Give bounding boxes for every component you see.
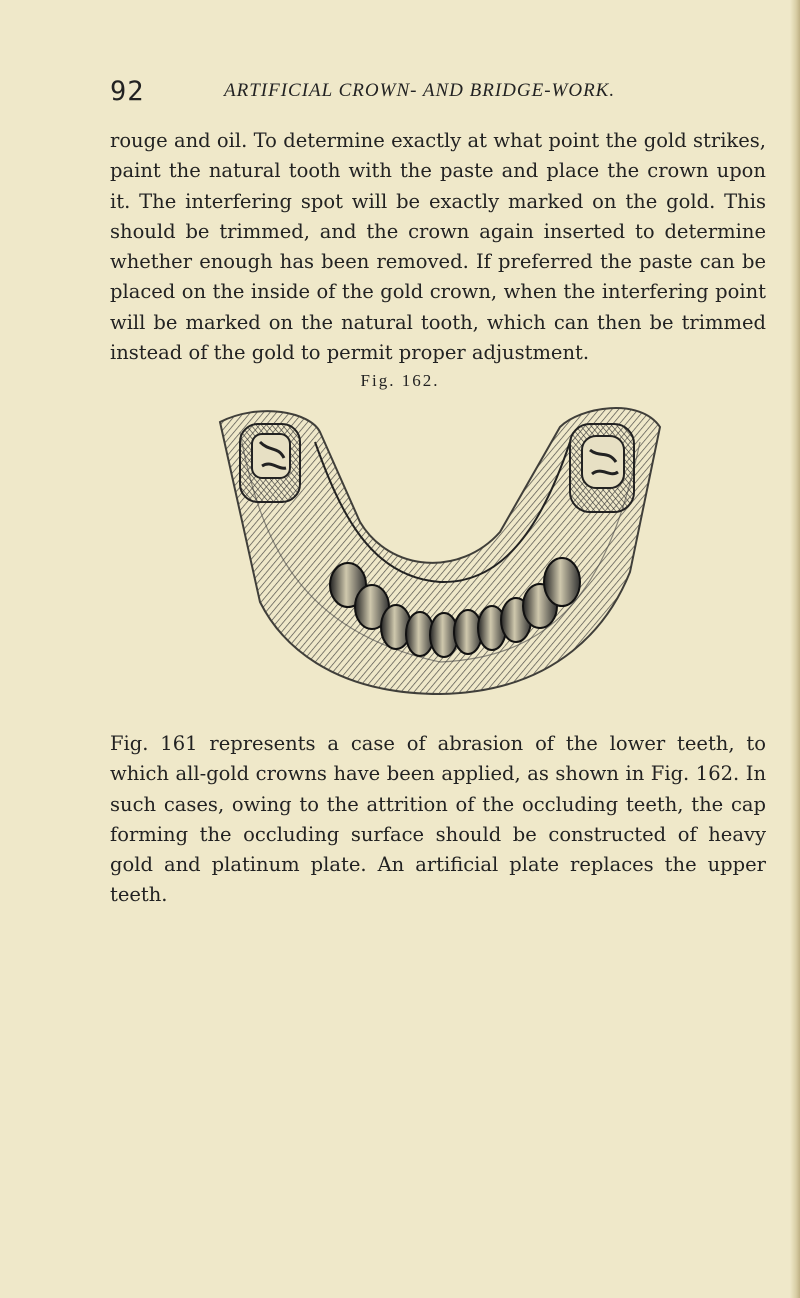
right-molar-crown: [570, 424, 634, 512]
running-title: ARTIFICIAL CROWN- AND BRIDGE-WORK.: [224, 80, 616, 101]
paragraph-1: rouge and oil. To determine exactly at what point the gold strikes, paint the natural tooth with the paste and place the crown upon it. The interfering spot will be exactly marked on the gold. This should be trimmed, and the crown again inserted to determine whether enough has been removed. If preferred the paste can be placed on the inside of the gold crown, when the interfering point will be marked on the natural tooth, which can then be trimmed instead of the gold to permit proper adjustment.: [110, 129, 766, 365]
page-edge: [790, 0, 800, 1298]
page-number: 92: [110, 76, 145, 107]
left-molar-crown: [240, 424, 300, 502]
paragraph-2: Fig. 161 represents a case of abrasion of the lower teeth, to which all-gold crowns have been applied, as shown in Fig. 162. In such cases, owing to the attrition of the occluding teeth, the cap forming the occluding surface should be constructed of heavy gold and platinum plate. An artificial plate replaces the upper teeth.: [110, 732, 766, 907]
lower-jaw-illustration: [200, 402, 670, 702]
figure-caption: Fig. 162.: [360, 371, 440, 390]
running-head: [110, 72, 710, 112]
